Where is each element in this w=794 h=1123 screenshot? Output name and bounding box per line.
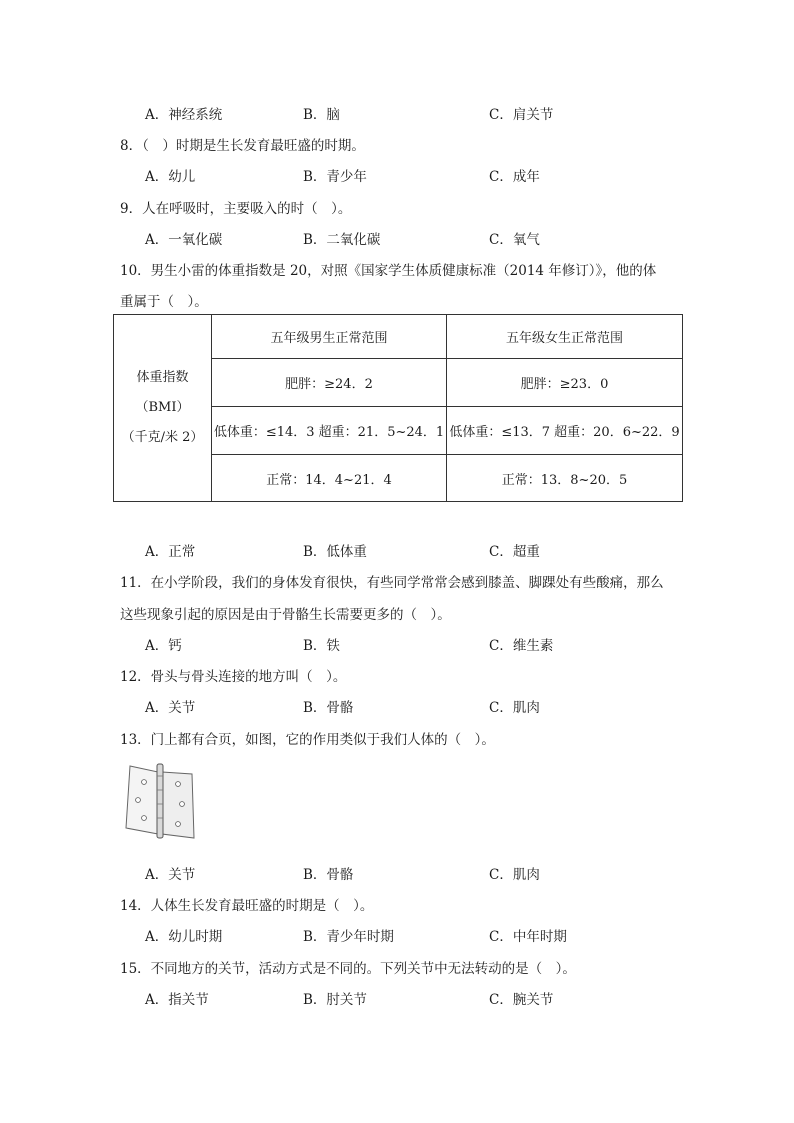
q7-option-b[interactable]: B．脑 [303, 107, 340, 123]
q11-question-line1: 11．在小学阶段，我们的身体发育很快，有些同学常常会感到膝盖、脚踝处有些酸痛，那么 [120, 575, 664, 591]
q13-question: 13．门上都有合页，如图，它的作用类似于我们人体的（ ）。 [120, 732, 495, 748]
q12-option-a[interactable]: A．关节 [145, 700, 196, 716]
q13-options [145, 863, 705, 883]
q7-option-a[interactable]: A．神经系统 [145, 107, 223, 123]
q11-option-c[interactable]: C．维生素 [489, 638, 554, 654]
q11-question-line2: 这些现象引起的原因是由于骨骼生长需要更多的（ ）。 [120, 607, 451, 623]
girl-obese-cell: 肥胖：≥23．0 [447, 359, 683, 407]
q14-question: 14．人体生长发育最旺盛的时期是（ ）。 [120, 898, 374, 914]
q10-options [145, 540, 705, 560]
boy-low-over-cell: 低体重：≤14．3 超重：21．5~24．1 [212, 407, 447, 455]
bmi-row-header-2: （BMI） [135, 400, 190, 415]
q8-options [145, 165, 705, 185]
q11-option-a[interactable]: A．钙 [145, 638, 182, 654]
q10-option-a[interactable]: A．正常 [145, 544, 196, 560]
door-hinge-icon [124, 760, 196, 840]
q15-options [145, 988, 705, 1008]
q8-option-b[interactable]: B．青少年 [303, 169, 367, 185]
q12-question: 12．骨头与骨头连接的地方叫（ ）。 [120, 669, 347, 685]
q10-question-line2: 重属于（ ）。 [120, 294, 208, 310]
q7-options [145, 103, 705, 123]
q9-option-b[interactable]: B．二氧化碳 [303, 232, 381, 248]
q10-option-b[interactable]: B．低体重 [303, 544, 367, 560]
q14-option-a[interactable]: A．幼儿时期 [145, 929, 223, 945]
bmi-row-header-1: 体重指数 [136, 370, 189, 385]
q13-option-a[interactable]: A．关节 [145, 867, 196, 883]
q15-option-a[interactable]: A．指关节 [145, 992, 209, 1008]
boy-range-header: 五年级男生正常范围 [212, 315, 447, 359]
q12-option-c[interactable]: C．肌肉 [489, 700, 540, 716]
q9-option-a[interactable]: A．一氧化碳 [145, 232, 223, 248]
q12-options [145, 696, 705, 716]
q11-options [145, 634, 705, 654]
q9-options [145, 228, 705, 248]
q8-question: 8．（ ）时期是生长发育最旺盛的时期。 [120, 138, 365, 154]
boy-normal-cell: 正常：14．4~21．4 [212, 455, 447, 502]
q12-option-b[interactable]: B．骨骼 [303, 700, 354, 716]
q10-question-line1: 10．男生小雷的体重指数是 20，对照《国家学生体质健康标准（2014 年修订）》，他的体 [120, 263, 657, 279]
girl-normal-cell: 正常：13．8~20．5 [447, 455, 683, 502]
q11-option-b[interactable]: B．铁 [303, 638, 340, 654]
q8-option-c[interactable]: C．成年 [489, 169, 540, 185]
q15-question: 15．不同地方的关节，活动方式是不同的。下列关节中无法转动的是（ ）。 [120, 961, 576, 977]
q7-option-c[interactable]: C．肩关节 [489, 107, 554, 123]
q10-option-c[interactable]: C．超重 [489, 544, 540, 560]
q9-option-c[interactable]: C．氧气 [489, 232, 540, 248]
girl-range-header: 五年级女生正常范围 [447, 315, 683, 359]
q15-option-b[interactable]: B．肘关节 [303, 992, 367, 1008]
bmi-row-header-3: （千克/米 2） [121, 430, 204, 445]
q13-option-c[interactable]: C．肌肉 [489, 867, 540, 883]
q8-option-a[interactable]: A．幼儿 [145, 169, 196, 185]
q14-option-c[interactable]: C．中年时期 [489, 929, 567, 945]
boy-obese-cell: 肥胖：≥24．2 [212, 359, 447, 407]
girl-low-over-cell: 低体重：≤13．7 超重：20．6~22．9 [447, 407, 683, 455]
bmi-row-header [114, 315, 212, 502]
q13-option-b[interactable]: B．骨骼 [303, 867, 354, 883]
q9-question: 9．人在呼吸时，主要吸入的时（ ）。 [120, 201, 352, 217]
bmi-table [113, 314, 683, 502]
q14-options [145, 925, 705, 945]
q15-option-c[interactable]: C．腕关节 [489, 992, 554, 1008]
q14-option-b[interactable]: B．青少年时期 [303, 929, 394, 945]
